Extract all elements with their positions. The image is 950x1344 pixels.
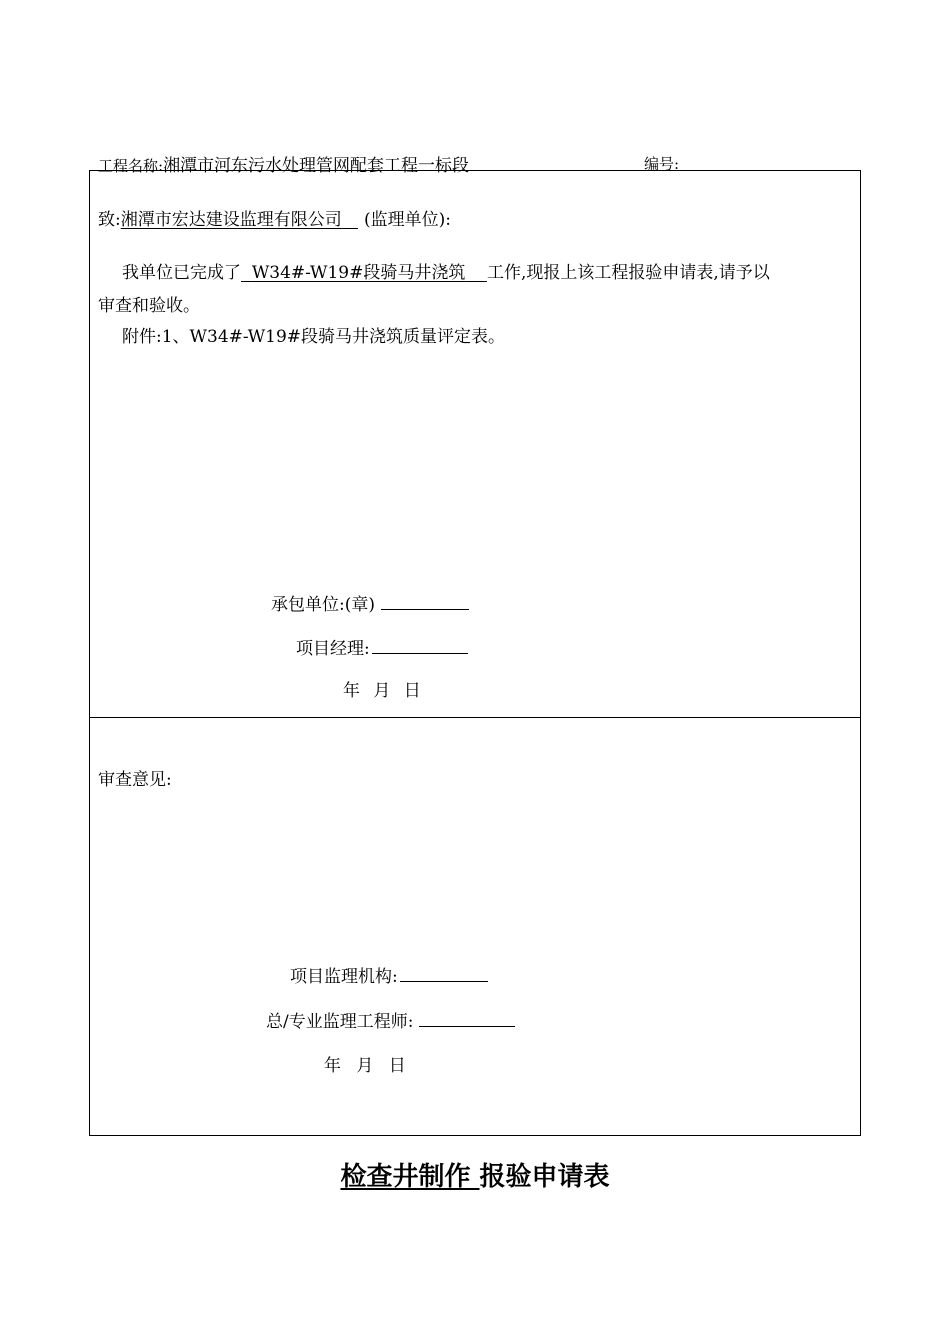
- attachment-line: 附件:1、W34#-W19#段骑马井浇筑质量评定表。: [122, 327, 506, 347]
- engineer-signature-blank[interactable]: [419, 1012, 515, 1027]
- supervision-org-line: [290, 962, 488, 987]
- body-prefix: 我单位已完成了: [122, 263, 241, 283]
- manager-line: [296, 634, 468, 659]
- body-line-1: [122, 258, 770, 283]
- application-date: 年 月 日: [343, 681, 421, 701]
- project-name: 湘潭市河东污水处理管网配套工程一标段: [163, 156, 470, 176]
- contractor-line: [271, 590, 469, 615]
- engineer-line: [266, 1007, 515, 1032]
- to-label: 致:: [98, 210, 121, 230]
- form-title-rest: 报验申请表: [479, 1162, 610, 1192]
- review-date: 年 月 日: [324, 1056, 406, 1076]
- supervision-org-signature-blank[interactable]: [400, 967, 488, 982]
- supervision-org-label: 项目监理机构:: [290, 967, 398, 987]
- engineer-label: 总/专业监理工程师:: [266, 1012, 414, 1032]
- contractor-signature-blank[interactable]: [381, 595, 469, 610]
- application-section: [89, 170, 861, 718]
- review-opinion-label: 审查意见:: [98, 770, 172, 790]
- form-title: [0, 1156, 950, 1193]
- supervisor-company: 湘潭市宏达建设监理有限公司: [120, 210, 342, 230]
- project-label: 工程名称:: [98, 157, 164, 175]
- contractor-label: 承包单位:(章): [271, 595, 375, 615]
- addressee-line: [98, 205, 451, 230]
- manager-label: 项目经理:: [296, 639, 370, 659]
- manager-signature-blank[interactable]: [372, 639, 468, 654]
- supervisor-suffix: (监理单位):: [363, 210, 451, 230]
- number-label: 编号:: [644, 155, 680, 173]
- review-section: [89, 717, 861, 1136]
- form-title-underlined: 检查井制作: [340, 1162, 480, 1192]
- body-line-2: 审查和验收。: [98, 296, 200, 316]
- body-suffix: 工作,现报上该工程报验申请表,请予以: [486, 263, 770, 283]
- work-item: W34#-W19#段骑马井浇筑: [251, 263, 466, 283]
